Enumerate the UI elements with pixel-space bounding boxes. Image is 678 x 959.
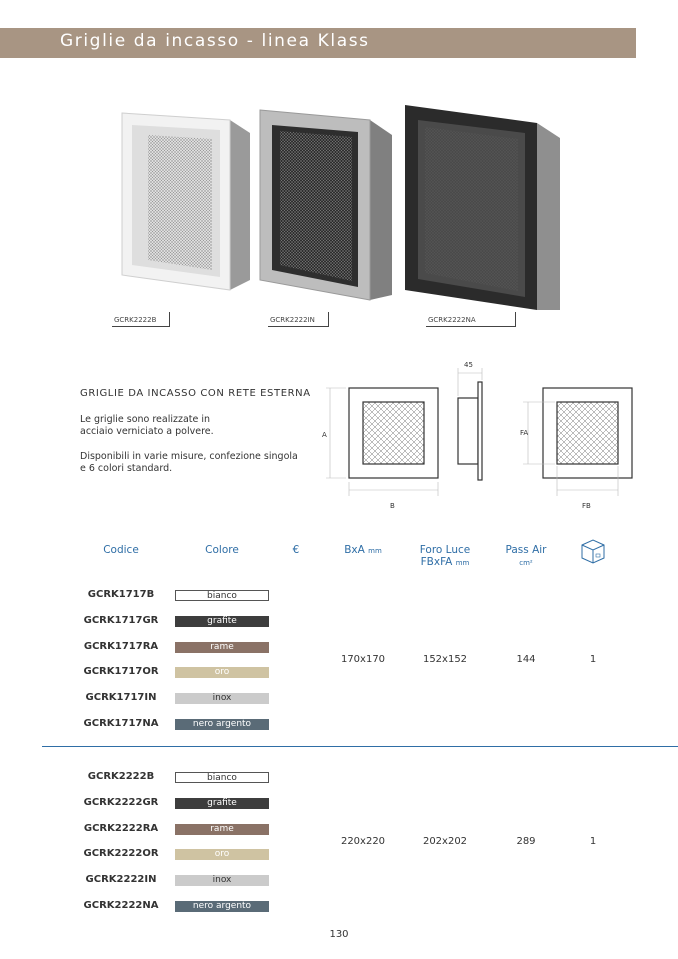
group-divider [42, 746, 678, 747]
color-swatch: oro [175, 667, 269, 678]
silver-grille-image [260, 110, 392, 300]
dim-label-depth: 45 [464, 361, 473, 369]
product-code: GCRK1717GR [83, 614, 159, 626]
dim-label-fa: FA [520, 429, 529, 437]
color-swatch: grafite [175, 798, 269, 809]
bxa-value: 220x220 [340, 835, 386, 847]
front-view-drawing [326, 388, 438, 496]
header-pass-air: Pass Air cm² [505, 544, 547, 567]
page-number: 130 [329, 929, 349, 940]
header-codice: Codice [103, 544, 139, 556]
product-code: GCRK2222B [87, 771, 155, 782]
photo-caption-3: GCRK2222NA [426, 316, 516, 327]
pass-air-value: 289 [516, 835, 536, 847]
page-header [0, 28, 636, 58]
product-code: GCRK1717OR [83, 666, 159, 678]
header-bxa: BxA mm [344, 544, 382, 556]
color-swatch: rame [175, 642, 269, 653]
white-grille-image [122, 113, 250, 290]
product-code: GCRK2222GR [83, 796, 159, 808]
foro-luce-value: 152x152 [422, 653, 468, 665]
pass-air-value: 144 [516, 653, 536, 665]
description-paragraph-1: Le griglie sono realizzate in acciaio verniciato a polvere. [80, 414, 214, 437]
page-title: Griglie da incasso - linea Klass [60, 31, 370, 51]
photo-caption-1: GCRK2222B [112, 316, 170, 327]
box-quantity-value: 1 [589, 835, 597, 847]
dim-label-a: A [322, 431, 327, 439]
product-photo [100, 95, 580, 325]
product-code: GCRK2222OR [83, 848, 159, 860]
header-foro-luce: Foro Luce FBxFA mm [419, 544, 471, 568]
color-swatch: inox [175, 693, 269, 704]
product-code: GCRK1717RA [83, 640, 159, 652]
header-euro: € [292, 544, 300, 556]
product-code: GCRK2222RA [83, 822, 159, 834]
product-code: GCRK2222NA [83, 900, 159, 911]
technical-drawing [318, 358, 658, 518]
package-box-icon [578, 537, 608, 565]
foro-luce-value: 202x202 [422, 835, 468, 847]
color-swatch: bianco [175, 772, 269, 783]
header-colore: Colore [205, 544, 239, 556]
box-quantity-value: 1 [589, 653, 597, 665]
product-code: GCRK2222IN [85, 874, 157, 886]
opening-view-drawing [523, 388, 632, 496]
product-code: GCRK1717B [87, 589, 155, 600]
color-swatch: inox [175, 875, 269, 886]
color-swatch: nero argento [175, 901, 269, 912]
color-swatch: rame [175, 824, 269, 835]
color-swatch: grafite [175, 616, 269, 627]
color-swatch: oro [175, 849, 269, 860]
dim-label-b: B [390, 502, 395, 510]
color-swatch: bianco [175, 590, 269, 601]
product-code: GCRK1717IN [85, 692, 157, 704]
side-view-drawing [458, 368, 482, 480]
dim-label-fb: FB [582, 502, 591, 510]
product-code: GCRK1717NA [83, 718, 159, 729]
description-title: GRIGLIE DA INCASSO CON RETE ESTERNA [80, 388, 311, 399]
bxa-value: 170x170 [340, 653, 386, 665]
black-grille-image [405, 105, 560, 310]
description-paragraph-2: Disponibili in varie misure, confezione singola e 6 colori standard. [80, 451, 298, 474]
photo-caption-2: GCRK2222IN [268, 316, 329, 327]
color-swatch: nero argento [175, 719, 269, 730]
